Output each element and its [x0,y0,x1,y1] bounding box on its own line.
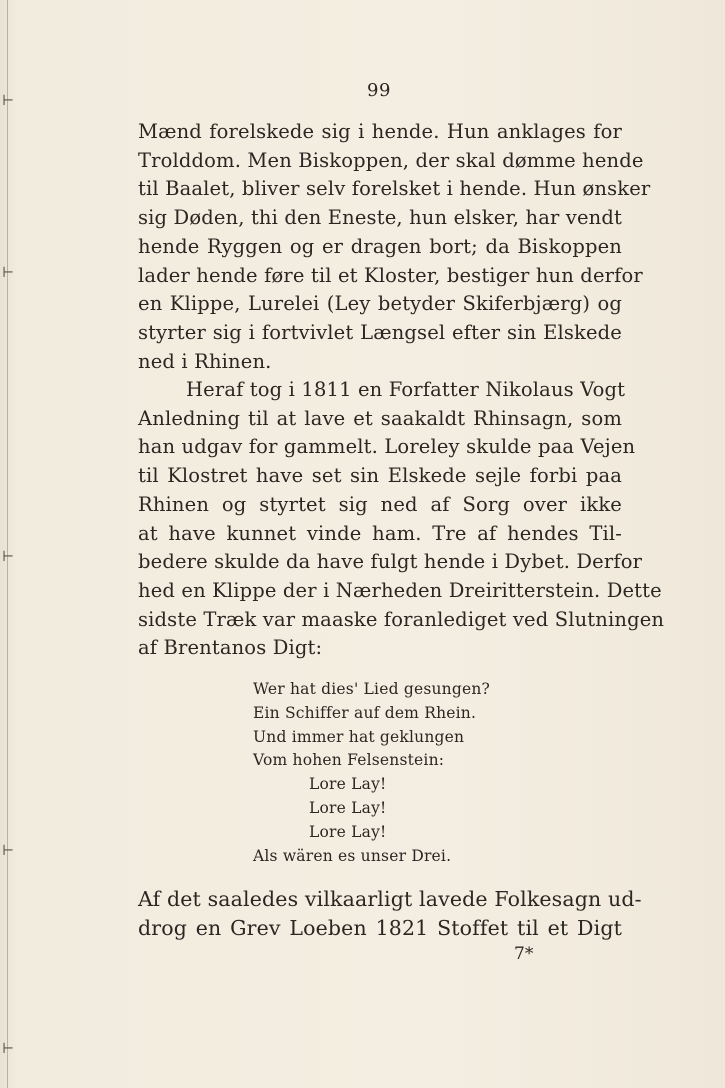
text-line: hed en Klippe der i Nærheden Dreiritterstein. Dette [138,578,662,602]
poem-quote [253,678,490,868]
text-line: sidste Træk var maaske foranlediget ved Slutningen [138,607,665,631]
poem-line: Wer hat dies' Lied gesungen? [253,680,491,698]
text-line: sig Døden, thi den Eneste, hun elsker, har vendt [138,206,622,230]
binding-thread-mark: ⊢ [2,265,15,281]
text-line: han udgav for gammelt. Loreley skulde paa Vejen [138,435,636,459]
poem-line: Und immer hat geklungen [253,727,465,746]
binding-thread-mark: ⊢ [2,843,15,859]
text-line: Af det saaledes vilkaarligt lavede Folkesagn ud- [138,887,642,911]
poem-refrain-line: Lore Lay! [309,798,387,817]
binding-thread-mark: ⊢ [2,1041,15,1057]
text-line: ned i Rhinen. [138,349,272,373]
text-line: til Baalet, bliver selv forelsket i hende. Hun ønsker [138,177,651,201]
text-line: Rhinen og styrtet sig ned af Sorg over ikke [138,492,622,516]
binding-thread-mark: ⊢ [2,93,15,109]
text-line: Mænd forelskede sig i hende. Hun anklages for [138,120,622,143]
text-line: drog en Grev Loeben 1821 Stoffet til et Digt [138,915,622,940]
text-line: bedere skulde da have fulgt hende i Dybet. Derfor [138,550,643,574]
text-line: hende Ryggen og er dragen bort; da Biskoppen [138,234,622,258]
text-line: Heraf tog i 1811 en Forfatter Nikolaus Vogt [186,378,626,401]
paragraph-1 [138,118,651,376]
page-number: 99 [367,80,391,101]
text-line: Trolddom. Men Biskoppen, der skal dømme hende [138,148,644,172]
poem-line: Ein Schiffer auf dem Rhein. [253,703,477,722]
text-line: en Klippe, Lurelei (Ley betyder Skiferbjærg) og [138,292,622,316]
text-line: at have kunnet vinde ham. Tre af hendes Til- [138,521,622,545]
text-line: af Brentanos Digt: [138,636,323,660]
text-line: lader hende føre til et Kloster, bestiger hun derfor [138,263,643,287]
poem-refrain-line: Lore Lay! [309,822,387,841]
binding-thread-mark: ⊢ [2,549,15,565]
paragraph-3 [138,885,642,942]
paragraph-2 [138,376,665,663]
poem-line: Als wären es unser Drei. [253,846,452,865]
signature-mark: 7* [514,944,534,964]
poem-refrain-line: Lore Lay! [309,775,387,794]
text-line: til Klostret have set sin Elskede sejle forbi paa [138,464,622,488]
text-line: styrter sig i fortvivlet Længsel efter sin Elskede [138,320,622,344]
binding-edge [7,0,8,1088]
text-line: Anledning til at lave et saakaldt Rhinsagn, som [138,406,622,430]
poem-line: Vom hohen Felsenstein: [253,751,445,770]
